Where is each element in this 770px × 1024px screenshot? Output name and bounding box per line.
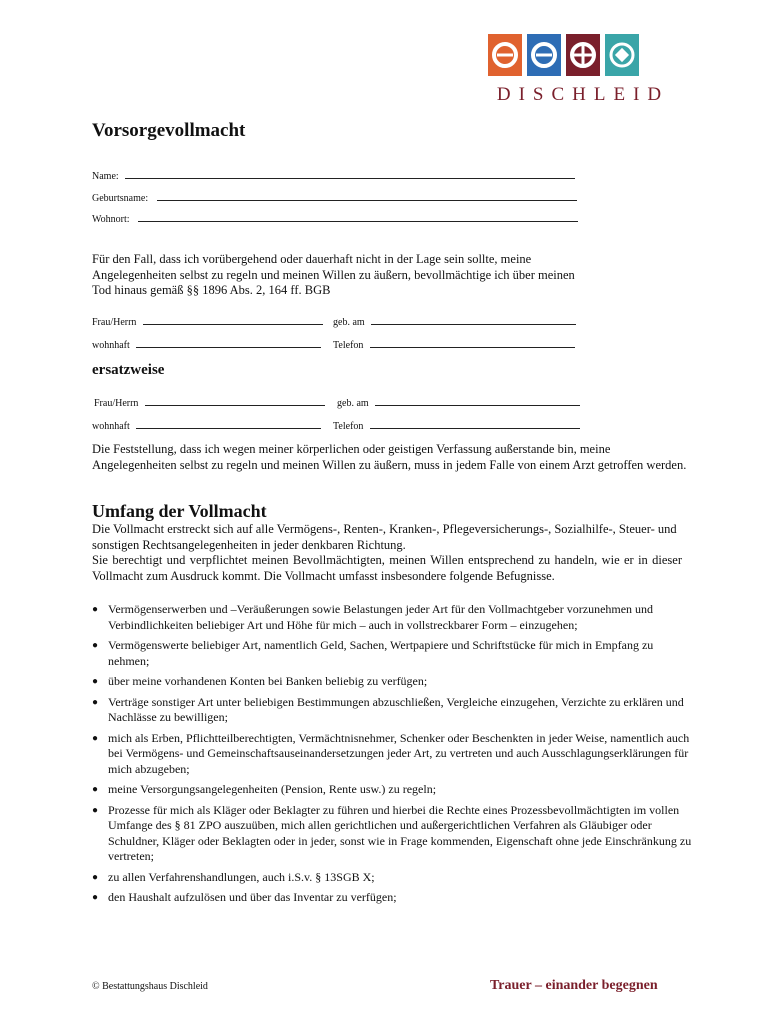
list-item: ● zu allen Verfahrenshandlungen, auch i.S.v. § 13SGB X; xyxy=(92,870,692,886)
company-logo xyxy=(488,34,678,106)
agent2-residence-label: wohnhaft xyxy=(92,421,130,432)
logo-tile-blue xyxy=(527,34,561,76)
statement-paragraph: Die Feststellung, dass ich wegen meiner körperlichen oder geistigen Verfassung außerstande bin, meine Angelegenheiten selbst zu regeln und meinen Willen zu äußern, muss in jedem Falle von einem Arzt getroffen werden. xyxy=(92,442,687,472)
powers-list xyxy=(92,602,692,911)
agent1-phone-label: Telefon xyxy=(333,340,364,351)
logo-tile-filler xyxy=(644,34,666,76)
logo-tile-teal xyxy=(605,34,639,76)
birth-name-label: Geburtsname: xyxy=(92,193,149,204)
agent1-person-label: Frau/Herrn xyxy=(92,317,137,328)
circle-dash-icon xyxy=(527,34,561,76)
agent2-residence-field[interactable] xyxy=(92,419,321,432)
birth-name-line[interactable] xyxy=(157,191,577,201)
alternate-heading: ersatzweise xyxy=(92,362,165,378)
agent2-phone-field[interactable] xyxy=(333,419,580,432)
agent1-person-field[interactable] xyxy=(92,315,323,328)
list-item: ● Vermögenswerte beliebiger Art, namentlich Geld, Sachen, Wertpapiere und Schriftstücke für mich in Empfang zu nehmen; xyxy=(92,638,692,669)
birth-name-field[interactable] xyxy=(92,191,577,204)
scope-heading: Umfang der Vollmacht xyxy=(92,501,267,521)
name-field[interactable] xyxy=(92,169,575,182)
logo-wordmark: DISCHLEID xyxy=(496,84,670,105)
list-item: ● Verträge sonstiger Art unter beliebigen Bestimmungen abzuschließen, Vergleiche einzugehen, Verzichte zu erklären und Nachlässe zu bewilligen; xyxy=(92,695,692,726)
list-item: ● mich als Erben, Pflichtteilberechtigten, Vermächtnisnehmer, Schenker oder Beschenkten in jeder Weise, namentlich auch bei Vermögens- und Gemeinschaftsauseinandersetzungen jeder Art, zu vertreten und auch Ausschlagungserklärungen für mich abzugeben; xyxy=(92,731,692,778)
residence-line[interactable] xyxy=(138,212,578,222)
intro-paragraph: Für den Fall, dass ich vorübergehend oder dauerhaft nicht in der Lage sein sollte, meine Angelegenheiten selbst zu regeln und meinen Willen zu äußern, bevollmächtige ich über meinen Tod hinaus gemäß §§ 1896 Abs. 2, 164 ff. BGB xyxy=(92,252,575,297)
agent2-person-label: Frau/Herrn xyxy=(94,398,139,409)
list-item: ● meine Versorgungsangelegenheiten (Pension, Rente usw.) zu regeln; xyxy=(92,782,692,798)
agent2-phone-line[interactable] xyxy=(370,419,580,429)
list-item: ● den Haushalt aufzulösen und über das Inventar zu verfügen; xyxy=(92,890,692,906)
list-item: ● Vermögenserwerben und –Veräußerungen sowie Belastungen jeder Art für den Vollmachtgeber vorzunehmen und Verbindlichkeiten beliebiger Art und Höhe für mich – auch in vollstreckbarer Form – einzugehen; xyxy=(92,602,692,633)
agent2-phone-label: Telefon xyxy=(333,421,364,432)
agent1-born-line[interactable] xyxy=(371,315,576,325)
agent1-residence-field[interactable] xyxy=(92,338,321,351)
list-item: ● über meine vorhandenen Konten bei Banken beliebig zu verfügen; xyxy=(92,674,692,690)
residence-label: Wohnort: xyxy=(92,214,130,225)
circle-dash-icon xyxy=(488,34,522,76)
agent1-person-line[interactable] xyxy=(143,315,323,325)
diamond-icon xyxy=(605,34,639,76)
agent1-born-field[interactable] xyxy=(333,315,576,328)
footer-copyright: © Bestattungshaus Dischleid xyxy=(92,981,208,992)
agent2-person-field[interactable] xyxy=(94,396,325,409)
scope-paragraph-2: Sie berechtigt und verpflichtet meinen Bevollmächtigten, meinen Willen entsprechend zu handeln, wie er in dieser Vollmacht zum Ausdruck kommt. Die Vollmacht umfasst insbesondere folgende Befugnisse. xyxy=(92,553,682,583)
agent2-residence-line[interactable] xyxy=(136,419,321,429)
name-label: Name: xyxy=(92,171,119,182)
scope-paragraph-1: Die Vollmacht erstreckt sich auf alle Vermögens-, Renten-, Kranken-, Pflegeversicherungs-, Sozialhilfe-, Steuer- und sonstigen Rechtsangelegenheiten in jeder denkbaren Richtung. xyxy=(92,522,677,552)
agent2-born-label: geb. am xyxy=(337,398,369,409)
residence-field[interactable] xyxy=(92,212,578,225)
agent2-born-field[interactable] xyxy=(337,396,580,409)
page-title: Vorsorgevollmacht xyxy=(92,120,246,141)
agent2-born-line[interactable] xyxy=(375,396,580,406)
list-item: ● Prozesse für mich als Kläger oder Beklagter zu führen und hierbei die Rechte eines Prozessbevollmächtigten im vollen Umfange des § 81 ZPO auszuüben, mich allen gerichtlichen und außergerichtlichen Verfahren als Gläubiger oder Schuldner, Kläger oder Beklagten oder in jeder, sonst wie in Frage kommenden, Eigenschaft ohne jede Einschränkung zu vertreten; xyxy=(92,803,692,865)
logo-tile-wine xyxy=(566,34,600,76)
circle-cross-icon xyxy=(566,34,600,76)
agent1-phone-field[interactable] xyxy=(333,338,575,351)
agent1-residence-label: wohnhaft xyxy=(92,340,130,351)
footer-slogan: Trauer – einander begegnen xyxy=(490,978,658,993)
logo-tile-orange xyxy=(488,34,522,76)
agent1-residence-line[interactable] xyxy=(136,338,321,348)
name-line[interactable] xyxy=(125,169,575,179)
agent2-person-line[interactable] xyxy=(145,396,325,406)
agent1-born-label: geb. am xyxy=(333,317,365,328)
agent1-phone-line[interactable] xyxy=(370,338,575,348)
